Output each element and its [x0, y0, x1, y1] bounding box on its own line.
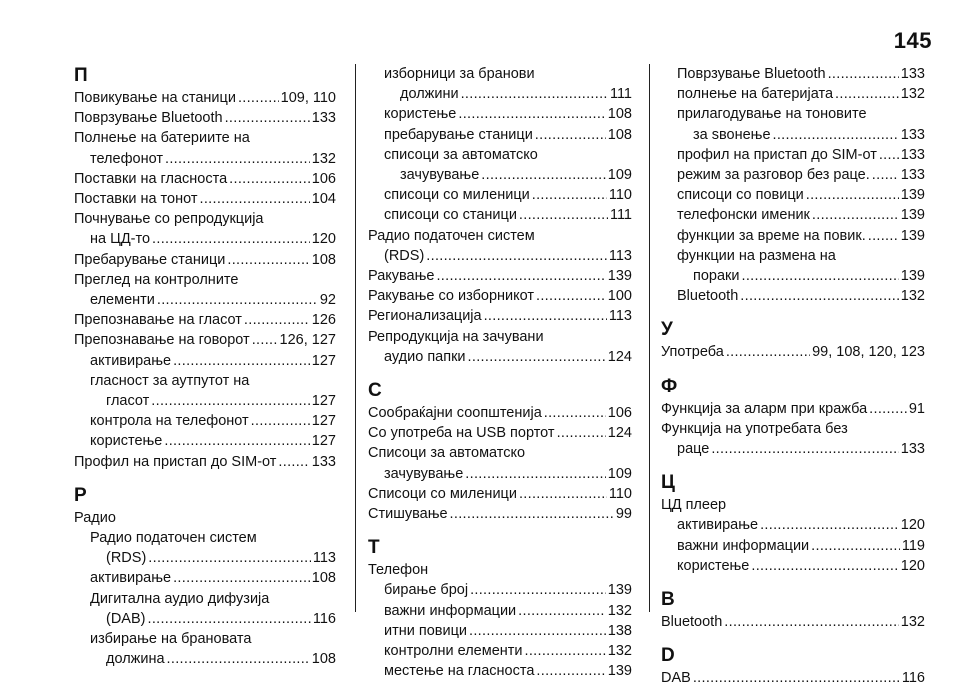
leader-dots: [470, 580, 606, 600]
leader-dots: [200, 189, 310, 209]
leader-dots: [469, 621, 606, 641]
page-reference[interactable]: 110: [608, 187, 632, 204]
page-reference[interactable]: 119: [901, 537, 925, 554]
page-reference[interactable]: 108: [311, 251, 336, 268]
entry-term: бирање број: [384, 582, 469, 599]
page-reference[interactable]: 120: [900, 517, 925, 534]
entry-text-line: избирање на брановата: [90, 631, 252, 648]
leader-dots: [519, 484, 607, 504]
page-reference[interactable]: 116: [312, 610, 336, 627]
page-reference[interactable]: 127: [311, 413, 336, 430]
leader-dots: [426, 246, 607, 266]
page-reference[interactable]: 132: [900, 288, 925, 305]
index-subentry[interactable]: [74, 629, 336, 669]
index-entry[interactable]: [74, 169, 336, 189]
entry-term: раце: [677, 441, 710, 458]
index-subentry[interactable]: [661, 536, 925, 556]
entry-term: гласот: [106, 393, 150, 410]
page-reference[interactable]: 139: [900, 227, 925, 244]
index-column-1: [74, 64, 336, 669]
page-reference[interactable]: 133: [900, 441, 925, 458]
leader-dots: [251, 411, 310, 431]
index-column-2: [368, 64, 632, 681]
index-entry[interactable]: [368, 306, 632, 326]
entry-term: важни информации: [677, 537, 810, 554]
index-letter-heading: Ф: [661, 375, 678, 397]
index-subentry[interactable]: [661, 286, 925, 306]
page-reference[interactable]: 111: [609, 207, 632, 224]
page-reference[interactable]: 120: [311, 231, 336, 248]
index-entry[interactable]: [661, 495, 925, 515]
entry-term: Телефон: [368, 562, 429, 579]
entry-text-line: Радио податочен систем: [368, 227, 535, 244]
index-column-3: [661, 64, 925, 688]
entry-term: за ѕвонење: [693, 126, 771, 143]
entry-term: активирање: [677, 517, 759, 534]
leader-dots: [828, 64, 899, 84]
leader-dots: [812, 205, 899, 225]
index-subentry[interactable]: [368, 580, 632, 600]
leader-dots: [872, 165, 899, 185]
index-subentry[interactable]: [661, 145, 925, 165]
leader-dots: [244, 310, 310, 330]
entry-term: итни повици: [384, 622, 467, 639]
index-subentry[interactable]: [74, 528, 336, 568]
page-reference[interactable]: 109: [607, 465, 632, 482]
page-reference[interactable]: 139: [607, 268, 632, 285]
page-reference[interactable]: 127: [311, 352, 336, 369]
leader-dots: [557, 423, 606, 443]
index-entry[interactable]: [74, 508, 336, 528]
index-subentry[interactable]: [368, 185, 632, 205]
column-divider: [649, 64, 650, 612]
leader-dots: [724, 612, 899, 632]
entry-text-line: Списоци за автоматско: [368, 445, 526, 462]
index-subentry[interactable]: [368, 145, 632, 185]
page-reference[interactable]: 109, 110: [280, 90, 336, 106]
entry-term: контролни елементи: [384, 643, 523, 660]
entry-term: Профил на пристап до SIM-от: [74, 453, 277, 470]
index-letter-heading: B: [661, 589, 675, 611]
entry-text-line: Почнување со репродукција: [74, 211, 264, 228]
page-reference[interactable]: 116: [901, 670, 925, 687]
entry-term: Радио: [74, 509, 116, 526]
index-letter-heading: Т: [368, 537, 380, 559]
entry-text-line: Радио податочен систем: [90, 530, 257, 547]
page-reference[interactable]: 126: [311, 312, 336, 329]
leader-dots: [536, 286, 606, 306]
page-reference[interactable]: 139: [900, 207, 925, 224]
leader-dots: [436, 266, 605, 286]
entry-term: пораки: [693, 268, 740, 285]
leader-dots: [173, 568, 310, 588]
entry-text-line: изборници за бранови: [384, 66, 535, 82]
page-number: 145: [893, 28, 932, 53]
page-reference[interactable]: 113: [312, 550, 336, 567]
leader-dots: [165, 149, 310, 169]
entry-term: користење: [90, 433, 163, 450]
leader-dots: [742, 266, 899, 286]
leader-dots: [879, 145, 899, 165]
index-subentry[interactable]: [661, 185, 925, 205]
index-subentry[interactable]: [368, 104, 632, 124]
page-reference[interactable]: 100: [607, 288, 632, 305]
leader-dots: [693, 668, 900, 688]
entry-term: телефонот: [90, 150, 163, 167]
leader-dots: [535, 125, 606, 145]
page-reference[interactable]: 139: [607, 663, 632, 680]
entry-term: Повикување на станици: [74, 90, 236, 106]
page-reference[interactable]: 132: [900, 86, 925, 103]
entry-term: контрола на телефонот: [90, 413, 249, 430]
index-entry[interactable]: [74, 209, 336, 249]
entry-term: Ракување со изборникот: [368, 288, 535, 305]
entry-term: списоци со повици: [677, 187, 804, 204]
entry-term: Поврзување Bluetooth: [74, 110, 223, 127]
entry-term: должини: [400, 86, 459, 103]
entry-text-line: прилагодување на тоновите: [677, 106, 867, 123]
leader-dots: [173, 351, 310, 371]
page-reference[interactable]: 132: [607, 602, 632, 619]
entry-term: Регионализација: [368, 308, 482, 325]
page-reference[interactable]: 127: [311, 393, 336, 410]
page-reference[interactable]: 113: [608, 308, 632, 325]
entry-term: ЦД плеер: [661, 497, 727, 514]
page-reference[interactable]: 111: [609, 86, 632, 103]
index-letter-heading: С: [368, 380, 382, 402]
entry-term: Употреба: [661, 344, 724, 361]
entry-term: списоци со станици: [384, 207, 517, 224]
leader-dots: [458, 104, 605, 124]
entry-term: Препознавање на гласот: [74, 312, 242, 329]
page-reference[interactable]: 132: [607, 643, 632, 660]
column-divider: [355, 64, 356, 612]
leader-dots: [536, 661, 605, 681]
leader-dots: [238, 88, 279, 108]
entry-term: активирање: [90, 352, 172, 369]
entry-term: елементи: [90, 292, 155, 309]
leader-dots: [465, 464, 606, 484]
index-entry[interactable]: [368, 484, 632, 504]
index-subentry[interactable]: [368, 661, 632, 681]
page-reference[interactable]: 138: [607, 622, 632, 639]
leader-dots: [147, 609, 310, 629]
index-entry[interactable]: [74, 128, 336, 168]
leader-dots: [164, 431, 309, 451]
index-entry[interactable]: [368, 443, 632, 483]
leader-dots: [167, 649, 310, 669]
index-subentry[interactable]: [368, 125, 632, 145]
entry-text-line: гласност за аутпутот на: [90, 372, 250, 389]
entry-term: должина: [106, 651, 165, 668]
leader-dots: [225, 108, 310, 128]
leader-dots: [726, 342, 810, 362]
index-subentry[interactable]: [368, 601, 632, 621]
index-letter-heading: П: [74, 65, 88, 86]
page-reference[interactable]: 133: [900, 146, 925, 163]
entry-term: Ракување: [368, 268, 435, 285]
entry-text-line: списоци за автоматско: [384, 146, 538, 163]
leader-dots: [148, 548, 311, 568]
entry-term: Списоци со миленици: [368, 485, 517, 502]
entry-term: профил на пристап до SIM-от: [677, 146, 877, 163]
entry-text-line: Дигитална аудио дифузија: [90, 590, 270, 607]
index-entry[interactable]: [74, 250, 336, 270]
index-subentry[interactable]: [368, 205, 632, 225]
entry-term: Bluetooth: [661, 614, 723, 631]
index-subentry[interactable]: [368, 621, 632, 641]
page-reference[interactable]: 110: [608, 485, 632, 502]
index-subentry[interactable]: [74, 351, 336, 371]
page-reference[interactable]: 106: [607, 405, 632, 422]
leader-dots: [773, 125, 899, 145]
leader-dots: [811, 536, 900, 556]
leader-dots: [525, 641, 606, 661]
index-subentry[interactable]: [661, 165, 925, 185]
index-entry[interactable]: [368, 423, 632, 443]
index-entry[interactable]: [74, 330, 336, 350]
index-entry[interactable]: [368, 286, 632, 306]
entry-term: режим за разговор без раце.: [677, 167, 870, 184]
entry-term: полнење на батеријата: [677, 86, 834, 103]
index-subentry[interactable]: [661, 226, 925, 246]
leader-dots: [869, 399, 907, 419]
leader-dots: [468, 347, 606, 367]
index-entry[interactable]: [661, 612, 925, 632]
entry-term: (RDS): [106, 550, 147, 567]
page-reference[interactable]: 126, 127: [279, 332, 336, 349]
index-letter-heading: D: [661, 645, 675, 667]
page-reference[interactable]: 124: [607, 348, 632, 365]
entry-term: Поставки на гласноста: [74, 170, 228, 187]
page-reference[interactable]: 92: [319, 292, 336, 309]
entry-term: DAB: [661, 670, 691, 687]
page-reference[interactable]: 124: [607, 425, 632, 442]
entry-term: Препознавање на говорот: [74, 332, 250, 349]
index-entry[interactable]: [661, 342, 925, 362]
entry-term: (RDS): [384, 247, 425, 264]
leader-dots: [252, 330, 278, 350]
page-reference[interactable]: 108: [607, 126, 632, 143]
leader-dots: [532, 185, 607, 205]
index-entry[interactable]: [74, 88, 336, 108]
entry-text-line: функции на размена на: [677, 247, 836, 264]
entry-term: зачувување: [400, 167, 480, 184]
leader-dots: [519, 205, 608, 225]
index-subentry[interactable]: [74, 431, 336, 451]
page-reference[interactable]: 133: [900, 167, 925, 184]
leader-dots: [544, 403, 606, 423]
index-entry[interactable]: [368, 327, 632, 367]
index-entry[interactable]: [368, 226, 632, 266]
page-reference[interactable]: 132: [311, 150, 336, 167]
leader-dots: [484, 306, 607, 326]
page-reference[interactable]: 127: [311, 433, 336, 450]
page-reference[interactable]: 133: [900, 126, 925, 143]
entry-term: списоци со миленици: [384, 187, 530, 204]
leader-dots: [461, 84, 608, 104]
entry-term: Поставки на тонот: [74, 191, 198, 208]
index-entry[interactable]: [74, 310, 336, 330]
index-letter-heading: Р: [74, 484, 87, 506]
index-letter-heading: У: [661, 319, 673, 341]
leader-dots: [278, 452, 309, 472]
index-letter-heading: Ц: [661, 472, 675, 494]
index-subentry[interactable]: [74, 589, 336, 629]
index-entry[interactable]: [368, 504, 632, 524]
leader-dots: [740, 286, 899, 306]
leader-dots: [157, 290, 318, 310]
index-subentry[interactable]: [661, 104, 925, 144]
page-reference[interactable]: 139: [900, 187, 925, 204]
page-reference[interactable]: 99: [615, 506, 632, 523]
index-entry[interactable]: [74, 452, 336, 472]
entry-term: Пребарување станици: [74, 251, 226, 268]
leader-dots: [751, 556, 898, 576]
entry-term: активирање: [90, 570, 172, 587]
index-subentry[interactable]: [74, 371, 336, 411]
entry-term: Bluetooth: [677, 288, 739, 305]
entry-term: телефонски именик: [677, 207, 810, 224]
index-entry[interactable]: [74, 270, 336, 310]
index-entry[interactable]: [368, 560, 632, 580]
index-entry[interactable]: [661, 668, 925, 688]
entry-term: користење: [677, 557, 750, 574]
leader-dots: [481, 165, 606, 185]
page-reference[interactable]: 109: [607, 167, 632, 184]
leader-dots: [518, 601, 606, 621]
page-reference[interactable]: 106: [311, 170, 336, 187]
index-subentry[interactable]: [661, 205, 925, 225]
page-reference[interactable]: 133: [311, 453, 336, 470]
entry-term: Со употреба на USB портот: [368, 425, 555, 442]
page-reference[interactable]: 133: [311, 110, 336, 127]
leader-dots: [450, 504, 614, 524]
entry-term: зачувување: [384, 465, 464, 482]
entry-term: аудио папки: [384, 348, 466, 365]
leader-dots: [229, 169, 310, 189]
entry-term: (DAB): [106, 610, 146, 627]
index-entry[interactable]: [661, 399, 925, 419]
index-subentry[interactable]: [368, 64, 632, 104]
entry-term: Поврзување Bluetooth: [677, 66, 826, 82]
entry-text-line: Преглед на контролните: [74, 271, 239, 288]
entry-term: Стишување: [368, 506, 448, 523]
leader-dots: [806, 185, 899, 205]
index-entry[interactable]: [74, 189, 336, 209]
page-reference[interactable]: 108: [311, 651, 336, 668]
entry-term: користење: [384, 106, 457, 123]
index-subentry[interactable]: [661, 515, 925, 535]
leader-dots: [227, 250, 309, 270]
leader-dots: [711, 439, 898, 459]
index-subentry[interactable]: [74, 411, 336, 431]
index-entry[interactable]: [368, 266, 632, 286]
index-subentry[interactable]: [661, 246, 925, 286]
leader-dots: [868, 226, 899, 246]
page-reference[interactable]: 133: [900, 66, 925, 82]
page-reference[interactable]: 139: [607, 582, 632, 599]
page-reference[interactable]: 104: [311, 191, 336, 208]
entry-term: важни информации: [384, 602, 517, 619]
index-subentry[interactable]: [368, 641, 632, 661]
page-reference[interactable]: 139: [900, 268, 925, 285]
page-reference[interactable]: 120: [900, 557, 925, 574]
entry-term: местење на гласноста: [384, 663, 535, 680]
entry-term: пребарување станици: [384, 126, 533, 143]
entry-term: функции за време на повик.: [677, 227, 866, 244]
entry-text-line: Репродукција на зачувани: [368, 328, 544, 345]
page-reference[interactable]: 132: [900, 614, 925, 631]
index-subentry[interactable]: [661, 556, 925, 576]
entry-text-line: Функција на употребата без: [661, 420, 848, 437]
page-reference[interactable]: 113: [608, 247, 632, 264]
index-subentry[interactable]: [661, 64, 925, 84]
page-reference[interactable]: 99, 108, 120, 123: [812, 344, 925, 361]
index-entry[interactable]: [368, 403, 632, 423]
leader-dots: [152, 229, 310, 249]
leader-dots: [151, 391, 310, 411]
index-subentry[interactable]: [74, 568, 336, 588]
leader-dots: [835, 84, 899, 104]
page-reference[interactable]: 108: [311, 570, 336, 587]
entry-text-line: Полнење на батериите на: [74, 130, 250, 147]
entry-term: Функција за аларм при кражба: [661, 400, 868, 417]
entry-term: Сообраќајни соопштенија: [368, 405, 542, 422]
page-reference[interactable]: 91: [908, 400, 925, 417]
entry-term: на ЦД-то: [90, 231, 151, 248]
index-entry[interactable]: [74, 108, 336, 128]
index-subentry[interactable]: [661, 84, 925, 104]
index-entry[interactable]: [661, 419, 925, 459]
leader-dots: [760, 515, 899, 535]
page-reference[interactable]: 108: [607, 106, 632, 123]
